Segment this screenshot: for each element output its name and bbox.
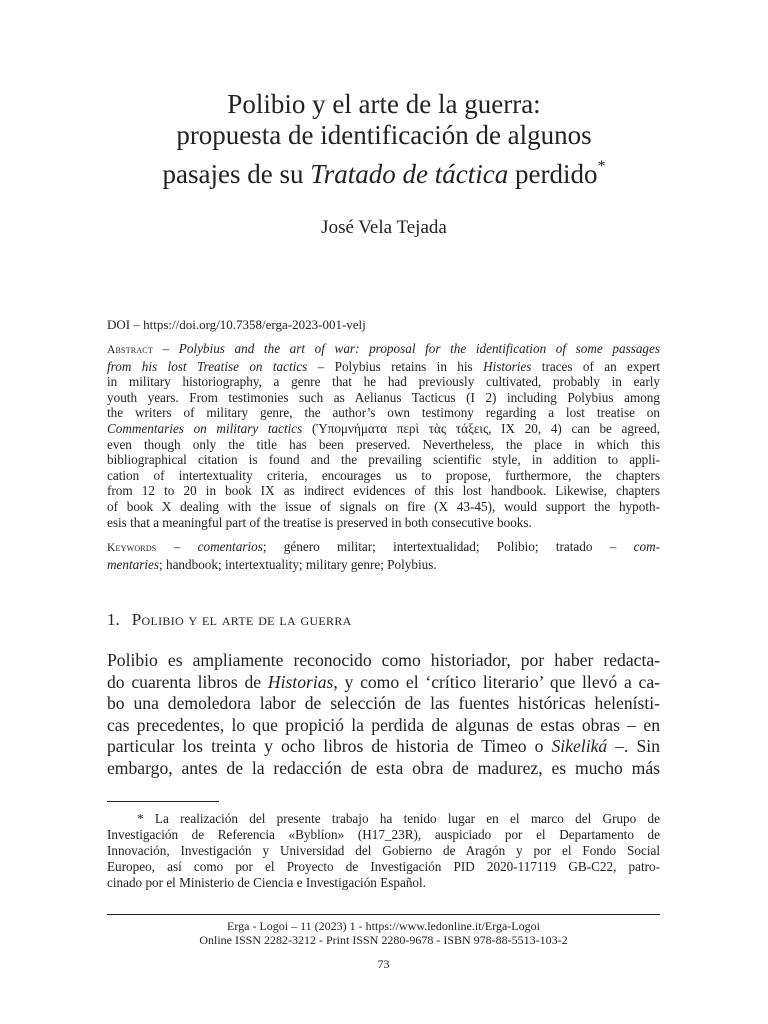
- footnote-line: cinado por el Ministerio de Ciencia e Investigación Español.: [107, 875, 426, 890]
- title-line-3-text: pasajes de su: [162, 159, 311, 189]
- footer-divider: [107, 914, 660, 915]
- page-footer: [107, 919, 660, 947]
- body-line: embargo, antes de la redacción de esta obra de madurez, es mucho más: [107, 757, 660, 778]
- body-text: –. Sin: [607, 736, 660, 756]
- footnote-line: Europeo, así como por el Proyecto de Investigación PID 2020-117119 GB-C22, patro-: [107, 859, 660, 874]
- abstract-line: bibliographical citation is found and the prevailing scientific style, in addition to appli-: [107, 452, 660, 468]
- body-line: [107, 672, 660, 694]
- body-line: Polibio es ampliamente reconocido como historiador, por haber redacta-: [107, 650, 660, 670]
- abstract-line: of book X dealing with the issue of signals on fire (X 43-45), would support the hypoth-: [107, 498, 660, 514]
- abstract-line: [107, 421, 660, 437]
- title-line-2: propuesta de identificación de algunos: [176, 120, 592, 150]
- section-title: Polibio y el arte de la guerra: [131, 610, 352, 629]
- footnote: [107, 811, 660, 891]
- article-title: [100, 89, 668, 190]
- body-paragraph: [107, 650, 660, 779]
- footer-issn-line: Online ISSN 2282-3212 - Print ISSN 2280-9678 - ISBN 978-88-5513-103-2: [199, 933, 568, 947]
- footer-journal-line[interactable]: Erga - Logoi – 11 (2023) 1 - https://www.ledonline.it/Erga-Logoi: [227, 919, 540, 933]
- body-line: [107, 736, 660, 758]
- abstract-text: – Polybius retains in his: [307, 358, 484, 374]
- title-footnote-mark[interactable]: *: [597, 158, 606, 175]
- keyword-italic: comentarios: [197, 539, 263, 554]
- abstract-line: [107, 341, 660, 359]
- keywords-label: Keywords: [107, 542, 157, 554]
- abstract: [107, 341, 660, 530]
- keywords-line: [107, 539, 660, 557]
- abstract-title-italic-2: from his lost Treatise on tactics: [107, 358, 308, 374]
- page-number: 73: [377, 957, 390, 971]
- abstract-line: from 12 to 20 in book IX as indirect evidences of this lost handbook. Likewise, chapters: [107, 483, 660, 499]
- section-number: 1.: [107, 610, 120, 629]
- keywords: [107, 539, 660, 572]
- body-italic-sikelika: Sikeliká: [551, 736, 608, 756]
- abstract-label: Abstract: [107, 344, 153, 356]
- keywords-text: ; género militar; intertextualidad; Polibio; tratado –: [262, 539, 634, 554]
- abstract-dash: –: [152, 341, 179, 356]
- keywords-line: [107, 557, 660, 573]
- abstract-text: (Ὑπομνήματα περὶ τὰς τάξεις, IX 20, 4) can be agreed,: [302, 420, 660, 436]
- abstract-line: even though only the title has been preserved. Nevertheless, the place in which this: [107, 436, 660, 452]
- body-text: , y como el ‘crítico literario’ que llevó a ca-: [333, 671, 661, 692]
- abstract-title-italic: Polybius and the art of war: proposal for the identification of some passages: [178, 341, 661, 356]
- body-line: bo una demoledora labor de selección de las fuentes históricas helenísti-: [107, 693, 660, 713]
- keyword-italic: com-: [633, 539, 661, 554]
- abstract-line: cation of intertextuality criteria, encourages us to propose, furthermore, the chapters: [107, 467, 660, 483]
- keywords-dash: –: [156, 539, 198, 554]
- abstract-commentaries-italic: Commentaries on military tactics: [107, 420, 303, 436]
- abstract-line: in military historiography, a genre that he had previously cultivated, probably in early: [107, 374, 660, 390]
- section-heading: [107, 610, 352, 630]
- footnote-divider: [107, 801, 219, 802]
- keywords-text: ; handbook; intertextuality; military genre; Polybius.: [159, 556, 437, 572]
- abstract-line: [107, 359, 660, 375]
- abstract-line: youth years. From testimonies such as Aelianus Tacticus (I 2) including Polybius among: [107, 389, 660, 405]
- abstract-line: the writers of military genre, the author’s own testimony regarding a lost treatise on: [107, 405, 660, 421]
- title-line-3: [100, 151, 668, 190]
- body-line: cas precedentes, lo que propició la perdida de algunas de estas obras – en: [107, 714, 660, 735]
- title-line-3-end: perdido: [508, 159, 598, 189]
- abstract-line: esis that a meaningful part of the treatise is preserved in both consecutive books.: [107, 514, 532, 530]
- abstract-text: traces of an expert: [531, 358, 661, 374]
- footnote-line: Innovación, Investigación y Universidad del Gobierno de Aragón y por el Fondo Social: [107, 843, 660, 858]
- footnote-line: Investigación de Referencia «Byblíon» (H17_23R), auspiciado por el Departamento de: [107, 827, 660, 842]
- author-name: José Vela Tejada: [321, 217, 447, 238]
- body-text: particular los treinta y ocho libros de historia de Timeo o: [107, 736, 552, 756]
- body-text: do cuarenta libros de: [107, 671, 268, 692]
- abstract-histories-italic: Histories: [483, 358, 532, 374]
- keyword-italic: mentaries: [107, 556, 160, 572]
- title-italic-work: Tratado de táctica: [310, 159, 509, 189]
- footnote-line: * La realización del presente trabajo ha tenido lugar en el marco del Grupo de: [137, 811, 660, 826]
- body-italic-historias: Historias: [267, 671, 334, 692]
- doi-line[interactable]: DOI – https://doi.org/10.7358/erga-2023-001-velj: [107, 317, 366, 332]
- title-line-1: Polibio y el arte de la guerra:: [227, 89, 541, 119]
